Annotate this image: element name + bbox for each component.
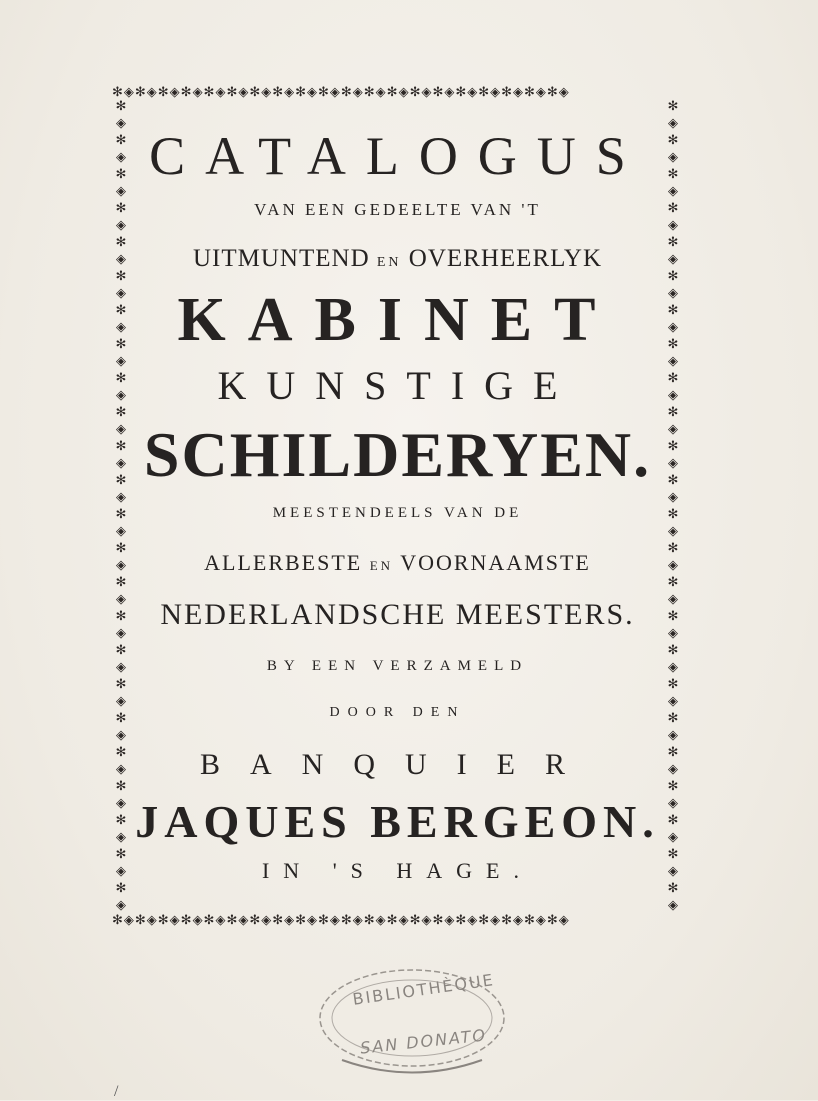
border-ornament-icon: ◈ [668, 116, 678, 131]
pencil-mark: / [114, 1083, 119, 1100]
border-ornament-icon: ◈ [116, 728, 126, 743]
border-ornament-icon: ✻ [115, 133, 127, 148]
border-ornament-icon: ✻ [667, 405, 679, 420]
border-ornament-icon: ✻ [115, 201, 127, 216]
border-ornament-icon: ✻ [115, 745, 127, 760]
border-ornament-icon: ✻ [115, 371, 127, 386]
border-ornament-icon: ◈ [668, 286, 678, 301]
by-line: DOOR DEN [329, 705, 466, 720]
border-ornament-icon: ◈ [116, 456, 126, 471]
stamp-bottom-text: SAN DONATO [359, 1025, 488, 1058]
border-ornament-icon: ✻ [115, 269, 127, 284]
border-ornament-icon: ◈ [116, 388, 126, 403]
border-ornament-icon: ✻ [115, 235, 127, 250]
border-ornament-icon: ✻ [667, 201, 679, 216]
attribution-line: MEESTENDEELS VAN DE [272, 505, 523, 521]
border-ornament-icon: ◈ [116, 116, 126, 131]
border-ornament-icon: ✻ [667, 609, 679, 624]
border-left [112, 100, 130, 918]
banker-heading: BANQUIER [200, 748, 595, 781]
border-ornament-icon: ◈ [116, 762, 126, 777]
border-ornament-icon: ◈ [116, 286, 126, 301]
border-ornament-icon: ✻ [115, 609, 127, 624]
border-ornament-icon: ✻ [115, 507, 127, 522]
border-ornament-icon: ✻ [115, 881, 127, 896]
border-ornament-icon: ◈ [668, 796, 678, 811]
border-ornament-icon: ✻ [115, 473, 127, 488]
border-ornament-icon: ◈ [668, 660, 678, 675]
border-ornament-icon: ◈ [668, 762, 678, 777]
border-ornament-icon: ✻ [115, 677, 127, 692]
border-ornament-icon: ◈ [116, 626, 126, 641]
border-ornament-icon: ◈ [116, 218, 126, 233]
descriptor-word-2: OVERHEERLYK [408, 245, 602, 272]
border-ornament-icon: ✻ [667, 473, 679, 488]
border-ornament-icon: ✻ [667, 167, 679, 182]
quality-conjunction: EN [369, 558, 394, 573]
border-ornament-icon: ✻ [115, 711, 127, 726]
border-ornament-icon: ✻ [667, 439, 679, 454]
border-ornament-icon: ✻ [667, 507, 679, 522]
descriptor-conjunction: EN [376, 255, 402, 270]
border-ornament-icon: ◈ [116, 252, 126, 267]
border-ornament-icon: ✻ [667, 575, 679, 590]
border-ornament-icon: ✻ [115, 541, 127, 556]
border-ornament-icon: ◈ [116, 694, 126, 709]
border-ornament-icon: ✻ [115, 779, 127, 794]
border-top: ✻◈✻◈✻◈✻◈✻◈✻◈✻◈✻◈✻◈✻◈✻◈✻◈✻◈✻◈✻◈✻◈✻◈✻◈✻◈✻◈ [112, 86, 570, 100]
border-ornament-icon: ✻ [667, 371, 679, 386]
border-ornament-icon: ◈ [668, 864, 678, 879]
kabinet-heading: KABINET [177, 286, 618, 354]
border-ornament-icon: ✻ [667, 847, 679, 862]
border-ornament-icon: ◈ [116, 184, 126, 199]
border-ornament-icon: ✻ [667, 269, 679, 284]
border-ornament-icon: ✻ [115, 100, 127, 114]
border-ornament-icon: ◈ [116, 660, 126, 675]
border-ornament-icon: ✻ [115, 813, 127, 828]
border-ornament-icon: ◈ [116, 354, 126, 369]
border-ornament-icon: ◈ [668, 422, 678, 437]
masters-line: NEDERLANDSCHE MEESTERS. [160, 598, 635, 631]
border-ornament-icon: ◈ [668, 320, 678, 335]
border-ornament-icon: ◈ [116, 490, 126, 505]
border-ornament-icon: ✻ [667, 100, 679, 114]
border-ornament-icon: ◈ [668, 490, 678, 505]
kunstige-heading: KUNSTIGE [217, 363, 578, 408]
catalogus-heading: CATALOGUS [149, 126, 646, 186]
border-ornament-icon: ◈ [116, 320, 126, 335]
border-ornament-icon: ◈ [116, 864, 126, 879]
border-ornament-icon: ◈ [668, 218, 678, 233]
quality-line [135, 550, 660, 576]
border-ornament-icon: ✻ [667, 711, 679, 726]
border-ornament-icon: ✻ [115, 337, 127, 352]
border-ornament-icon: ◈ [668, 150, 678, 165]
border-ornament-icon: ◈ [668, 184, 678, 199]
border-ornament-icon: ◈ [116, 422, 126, 437]
schilderyen-heading: SCHILDERYEN. [143, 419, 652, 490]
quality-word-2: VOORNAAMSTE [400, 550, 591, 575]
border-bottom: ✻◈✻◈✻◈✻◈✻◈✻◈✻◈✻◈✻◈✻◈✻◈✻◈✻◈✻◈✻◈✻◈✻◈✻◈✻◈✻◈ [112, 914, 570, 928]
border-ornament-icon: ◈ [668, 456, 678, 471]
border-ornament-icon: ✻ [115, 847, 127, 862]
border-ornament-icon: ◈ [116, 830, 126, 845]
border-ornament-icon: ✻ [667, 235, 679, 250]
border-ornament-icon: ✻ [667, 133, 679, 148]
border-ornament-icon: ◈ [668, 354, 678, 369]
border-ornament-icon: ✻ [667, 337, 679, 352]
library-stamp [312, 960, 512, 1080]
collected-line: BY EEN VERZAMELD [266, 658, 529, 674]
border-ornament-icon: ✻ [115, 303, 127, 318]
border-ornament-icon: ◈ [668, 898, 678, 913]
border-ornament-icon: ◈ [116, 898, 126, 913]
border-ornament-icon: ✻ [115, 439, 127, 454]
quality-word-1: ALLERBESTE [204, 550, 363, 575]
border-ornament-icon: ◈ [668, 524, 678, 539]
border-ornament-icon: ✻ [667, 541, 679, 556]
border-ornament-icon: ✻ [115, 575, 127, 590]
border-ornament-icon: ✻ [115, 167, 127, 182]
border-ornament-icon: ◈ [668, 694, 678, 709]
border-ornament-icon: ◈ [116, 524, 126, 539]
border-ornament-icon: ◈ [668, 728, 678, 743]
border-ornament-icon: ◈ [116, 592, 126, 607]
location-line: IN 'S HAGE. [261, 858, 533, 883]
descriptor-line [135, 245, 660, 273]
stamp-top-text: BIBLIOTHÈQUE [351, 970, 496, 1009]
border-ornament-icon: ◈ [668, 592, 678, 607]
border-ornament-icon: ◈ [116, 558, 126, 573]
border-ornament-icon: ✻ [115, 643, 127, 658]
border-ornament-icon: ◈ [116, 150, 126, 165]
subtitle-line: VAN EEN GEDEELTE VAN 'T [254, 200, 541, 219]
border-ornament-icon: ✻ [667, 813, 679, 828]
border-ornament-icon: ◈ [668, 252, 678, 267]
border-ornament-icon: ◈ [116, 796, 126, 811]
border-ornament-icon: ◈ [668, 388, 678, 403]
border-ornament-icon: ✻ [667, 677, 679, 692]
border-ornament-icon: ✻ [667, 745, 679, 760]
border-ornament-icon: ✻ [667, 779, 679, 794]
descriptor-word-1: UITMUNTEND [192, 245, 370, 272]
border-ornament-icon: ✻ [667, 881, 679, 896]
border-ornament-icon: ✻ [667, 303, 679, 318]
border-ornament-icon: ◈ [668, 830, 678, 845]
border-ornament-icon: ✻ [667, 643, 679, 658]
border-right [664, 100, 682, 918]
border-ornament-icon: ◈ [668, 558, 678, 573]
border-ornament-icon: ✻ [115, 405, 127, 420]
collector-name: JAQUES BERGEON. [135, 796, 660, 847]
border-ornament-icon: ◈ [668, 626, 678, 641]
